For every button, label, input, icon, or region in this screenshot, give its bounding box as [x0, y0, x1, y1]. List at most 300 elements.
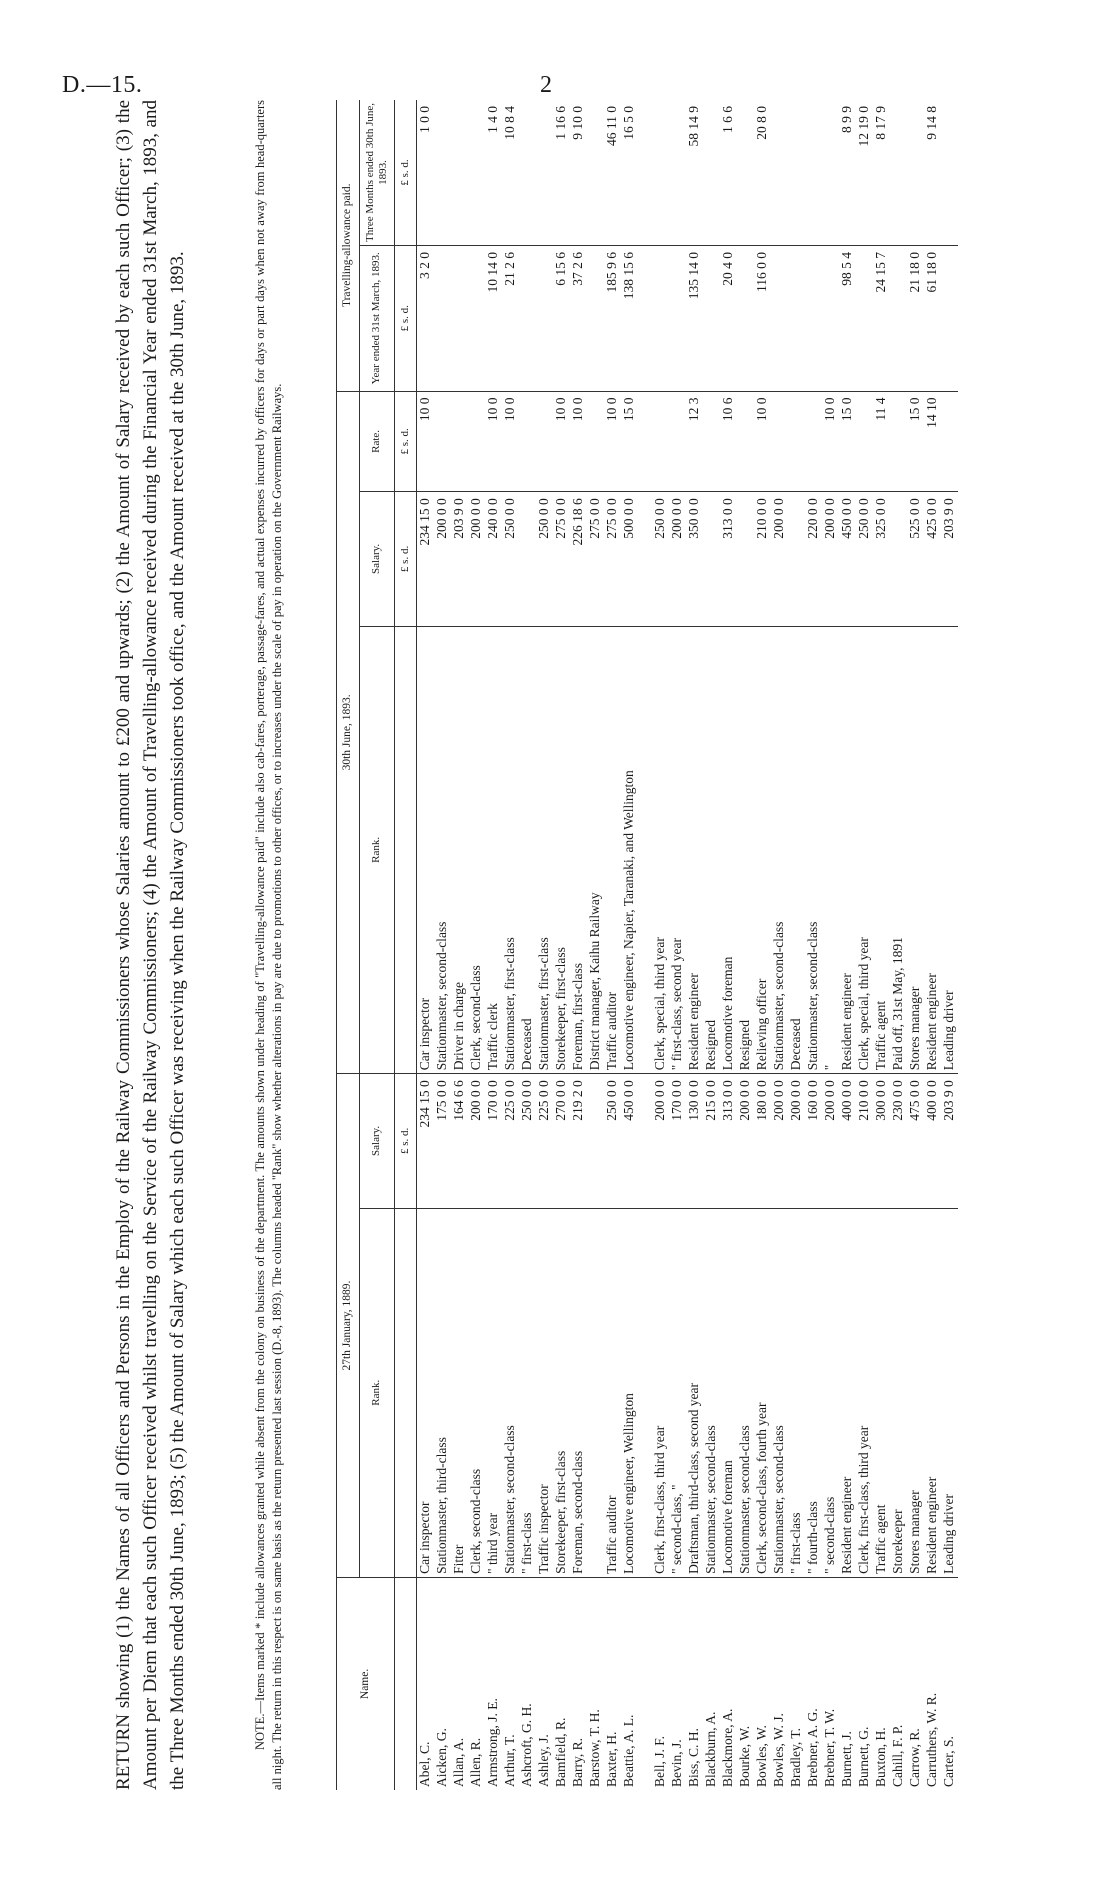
travel-three-months: 9 14 8 [924, 100, 941, 246]
officers-table [336, 100, 958, 1790]
rank-1893: Traffic auditor [604, 626, 621, 1074]
return-title: RETURN showing (1) the Names of all Officers and Persons in the Employ of the Railway Commissioners whose Salaries amount to £200 and upwards; (2) the Amount of Salary received by each such Officer; (3) the Amount per Diem that each such Officer received whilst travelling on the Service of the Railway Commissioners; (4) the Amount of Travelling-allowance received during the Financial Year ended 31st March, 1893, and the Three Months ended 30th June, 1893; (5) the Amount of Salary which each such Officer was receiving when the Railway Commissioners took office, and the Amount received at the 30th June, 1893. [113, 100, 188, 1790]
rate-per-diem: 12 3 [686, 391, 703, 492]
salary-1893: 210 0 0 [754, 492, 771, 626]
table-row [587, 100, 604, 1790]
col-salary-1889: Salary. [359, 1074, 394, 1208]
travel-year [468, 246, 485, 391]
travel-three-months: 10 8 4 [502, 100, 519, 246]
travel-year [587, 246, 604, 391]
travel-three-months [652, 100, 669, 246]
table-row [669, 100, 686, 1790]
rank-1889: Foreman, second-class [570, 1208, 587, 1577]
rank-1893: Traffic agent [873, 626, 890, 1074]
rate-per-diem: 15 0 [621, 391, 638, 492]
rank-1889: Traffic auditor [604, 1208, 621, 1577]
rank-1889: Resident engineer [924, 1208, 941, 1577]
salary-1889: 300 0 0 [873, 1074, 890, 1208]
salary-1889 [638, 1074, 652, 1208]
table-row [621, 100, 638, 1790]
officer-name: Arthur, T. [501, 1734, 517, 1787]
salary-1889: 215 0 0 [703, 1074, 720, 1208]
table-row [924, 100, 941, 1790]
col-group-1889: 27th January, 1889. [337, 1074, 360, 1578]
rank-1893: Resident engineer [686, 626, 703, 1074]
table-row [536, 100, 553, 1790]
officer-name: Biss, C. H. [685, 1728, 701, 1787]
salary-1889: 200 0 0 [788, 1074, 805, 1208]
rank-1889: Stationmaster, second-class [502, 1208, 519, 1577]
salary-1889: 200 0 0 [771, 1074, 788, 1208]
salary-1893: 250 0 0 [652, 492, 669, 626]
travel-three-months [434, 100, 451, 246]
rank-1889: " second-class, " [669, 1208, 686, 1577]
col-name-header: Name. [337, 1577, 395, 1790]
rank-1889: Traffic agent [873, 1208, 890, 1577]
rank-1889: Stores manager [907, 1208, 924, 1577]
rank-1893: Stationmaster, second-class [805, 626, 822, 1074]
rank-1893: " [822, 626, 839, 1074]
col-three-months: Three Months ended 30th June, 1893. [359, 100, 394, 246]
officer-name: Carter, S. [940, 1736, 956, 1787]
rank-1889: " first-class [788, 1208, 805, 1577]
rate-per-diem [587, 391, 604, 492]
officer-name: Blackmore, A. [719, 1708, 735, 1787]
col-year-ended: Year ended 31st March, 1893. [359, 246, 394, 391]
rank-1893: Deceased [788, 626, 805, 1074]
units-salary-1889: £ s. d. [394, 1074, 416, 1208]
table-row [468, 100, 485, 1790]
salary-1889: 210 0 0 [856, 1074, 873, 1208]
salary-1889: 130 0 0 [686, 1074, 703, 1208]
table-row [754, 100, 771, 1790]
salary-1889: 313 0 0 [720, 1074, 737, 1208]
travel-year: 6 15 6 [553, 246, 570, 391]
travel-three-months [669, 100, 686, 246]
travel-year: 135 14 0 [686, 246, 703, 391]
rank-1893: Paid off, 31st May, 1891 [890, 626, 907, 1074]
table-row [451, 100, 468, 1790]
rate-per-diem: 15 0 [907, 391, 924, 492]
rank-1893: Resident engineer [924, 626, 941, 1074]
travel-three-months [536, 100, 553, 246]
table-row [822, 100, 839, 1790]
travel-year [638, 246, 652, 391]
note-text: NOTE.—Items marked * include allowances granted while absent from the colony on business of the department. The amounts shown under heading of "Travelling-allowance paid" include also cab-fares, porterage, passage-fares, and actual expenses incurred by officers for days or part days when not away from head-quarters all night. The return in this respect is on same basis as the return presented last session (D.-8, 1893). The columns headed "Rank" show whether alterations in pay are due to promotions to other offices, or to increases under the scale of pay in operation on the Government Railways. [253, 100, 284, 1790]
rank-1889: Stationmaster, second-class [737, 1208, 754, 1577]
officer-name: Ashcroft, G. H. [518, 1703, 534, 1787]
officer-name: Brebner, T. W. [821, 1708, 837, 1787]
salary-1893: 275 0 0 [553, 492, 570, 626]
travel-three-months: 46 11 0 [604, 100, 621, 246]
officer-name: Bowles, W. J. [770, 1713, 786, 1787]
travel-year: 20 4 0 [720, 246, 737, 391]
travel-year [652, 246, 669, 391]
salary-1893: 250 0 0 [536, 492, 553, 626]
col-rate: Rate. [359, 391, 394, 492]
travel-year [451, 246, 468, 391]
salary-1893: 500 0 0 [621, 492, 638, 626]
travel-three-months: 16 5 0 [621, 100, 638, 246]
salary-1893: 220 0 0 [805, 492, 822, 626]
travel-year: 61 18 0 [924, 246, 941, 391]
travel-three-months: 1 16 6 [553, 100, 570, 246]
rank-1893: Locomotive engineer, Napier, Taranaki, and Wellington [621, 626, 638, 1074]
rate-per-diem: 10 6 [720, 391, 737, 492]
salary-1889: 200 0 0 [468, 1074, 485, 1208]
salary-1893: 275 0 0 [604, 492, 621, 626]
officer-name [638, 1577, 652, 1790]
table-row [416, 100, 434, 1790]
rank-1893: Clerk, special, third year [652, 626, 669, 1074]
travel-three-months [805, 100, 822, 246]
salary-1889: 219 2 0 [570, 1074, 587, 1208]
travel-three-months [703, 100, 720, 246]
officer-name: Abel, C. [416, 1741, 432, 1787]
rank-1893: Resigned [703, 626, 720, 1074]
travel-three-months: 8 9 9 [839, 100, 856, 246]
rank-1893: Storekeeper, first-class [553, 626, 570, 1074]
rate-per-diem: 10 0 [553, 391, 570, 492]
rate-per-diem [451, 391, 468, 492]
salary-1889: 450 0 0 [621, 1074, 638, 1208]
rank-1889: " fourth-class [805, 1208, 822, 1577]
rate-per-diem [703, 391, 720, 492]
rank-1893: Clerk, second-class [468, 626, 485, 1074]
travel-year: 24 15 7 [873, 246, 890, 391]
rate-per-diem [434, 391, 451, 492]
salary-1893: 240 0 0 [485, 492, 502, 626]
rank-1889: " second-class [822, 1208, 839, 1577]
travel-year [890, 246, 907, 391]
travel-three-months: 9 10 0 [570, 100, 587, 246]
rank-1889: Clerk, second-class, fourth year [754, 1208, 771, 1577]
rank-1893 [638, 626, 652, 1074]
travel-three-months: 20 8 0 [754, 100, 771, 246]
rank-1893: Stationmaster, first-class [536, 626, 553, 1074]
officer-name: Blackburn, A. [702, 1711, 718, 1787]
travel-year: 3 2 0 [416, 246, 434, 391]
salary-1893: 313 0 0 [720, 492, 737, 626]
officer-name: Armstrong, J. E. [484, 1698, 500, 1787]
officer-name: Bell, J. F. [651, 1735, 667, 1787]
travel-year [669, 246, 686, 391]
salary-1889: 475 0 0 [907, 1074, 924, 1208]
salary-1893 [703, 492, 720, 626]
travel-three-months [890, 100, 907, 246]
salary-1893 [890, 492, 907, 626]
travel-year: 21 2 6 [502, 246, 519, 391]
travel-three-months [587, 100, 604, 246]
units-year: £ s. d. [394, 246, 416, 391]
travel-year [856, 246, 873, 391]
rank-1893: Stores manager [907, 626, 924, 1074]
row-spacer [638, 100, 652, 1790]
table-row [941, 100, 958, 1790]
rank-1889 [638, 1208, 652, 1577]
officer-name: Bourke, W. [736, 1725, 752, 1787]
rank-1889: Leading driver [941, 1208, 958, 1577]
rate-per-diem [737, 391, 754, 492]
table-row [907, 100, 924, 1790]
table-row [771, 100, 788, 1790]
officer-name: Burnett, J. [838, 1731, 854, 1787]
officer-name: Bradley, T. [787, 1728, 803, 1787]
rank-1889 [587, 1208, 604, 1577]
units-rate: £ s. d. [394, 391, 416, 492]
rate-per-diem: 15 0 [839, 391, 856, 492]
officer-name: Carrow, R. [906, 1728, 922, 1787]
table-row [570, 100, 587, 1790]
salary-1889: 230 0 0 [890, 1074, 907, 1208]
rank-1889: Locomotive engineer, Wellington [621, 1208, 638, 1577]
rank-1889: " third year [485, 1208, 502, 1577]
rotated-return-sheet [110, 90, 1030, 1790]
salary-1893: 525 0 0 [907, 492, 924, 626]
rank-1893: Resigned [737, 626, 754, 1074]
table-row [873, 100, 890, 1790]
salary-1893: 200 0 0 [669, 492, 686, 626]
officer-name: Bowles, W. [753, 1725, 769, 1787]
rank-1893: Relieving officer [754, 626, 771, 1074]
salary-1889: 400 0 0 [839, 1074, 856, 1208]
travel-three-months [788, 100, 805, 246]
officer-name: Allen, R. [467, 1737, 483, 1787]
salary-1893: 250 0 0 [856, 492, 873, 626]
travel-three-months: 12 19 0 [856, 100, 873, 246]
table-row [703, 100, 720, 1790]
rank-1889: Stationmaster, third-class [434, 1208, 451, 1577]
rank-1893: Locomotive foreman [720, 626, 737, 1074]
travel-three-months: 58 14 9 [686, 100, 703, 246]
rate-per-diem: 10 0 [485, 391, 502, 492]
rank-1893: Stationmaster, second-class [771, 626, 788, 1074]
rate-per-diem: 14 10 [924, 391, 941, 492]
travel-year [822, 246, 839, 391]
travel-three-months [907, 100, 924, 246]
table-row [686, 100, 703, 1790]
salary-1893: 250 0 0 [502, 492, 519, 626]
travel-year [941, 246, 958, 391]
table-row [856, 100, 873, 1790]
rate-per-diem [536, 391, 553, 492]
salary-1893 [788, 492, 805, 626]
col-group-1893: 30th June, 1893. [337, 391, 360, 1074]
salary-1889: 225 0 0 [502, 1074, 519, 1208]
rank-1893: Deceased [519, 626, 536, 1074]
salary-1893: 200 0 0 [434, 492, 451, 626]
travel-three-months [451, 100, 468, 246]
rank-1893: Leading driver [941, 626, 958, 1074]
officer-name: Brebner, A. G. [804, 1708, 820, 1787]
rate-per-diem: 10 0 [754, 391, 771, 492]
salary-1893 [737, 492, 754, 626]
table-row [502, 100, 519, 1790]
rate-per-diem: 10 0 [502, 391, 519, 492]
travel-three-months [771, 100, 788, 246]
rate-per-diem [805, 391, 822, 492]
travel-three-months [638, 100, 652, 246]
col-rank-1893: Rank. [359, 626, 394, 1074]
salary-1889: 200 0 0 [652, 1074, 669, 1208]
officer-name: Buxton, H. [872, 1727, 888, 1787]
rank-1889: Stationmaster, second-class [771, 1208, 788, 1577]
rate-per-diem [788, 391, 805, 492]
travel-three-months [519, 100, 536, 246]
officer-name: Barstow, T. H. [586, 1709, 602, 1787]
units-three: £ s. d. [394, 100, 416, 246]
rank-1889: Resident engineer [839, 1208, 856, 1577]
travel-year [703, 246, 720, 391]
salary-1893: 275 0 0 [587, 492, 604, 626]
table-row [553, 100, 570, 1790]
note-paragraph [252, 100, 286, 1790]
rank-1893: District manager, Kaihu Railway [587, 626, 604, 1074]
rate-per-diem [941, 391, 958, 492]
rate-per-diem: 10 0 [570, 391, 587, 492]
col-rank-1889: Rank. [359, 1208, 394, 1577]
salary-1889: 170 0 0 [485, 1074, 502, 1208]
rank-1889: " first-class [519, 1208, 536, 1577]
rate-per-diem: 10 0 [822, 391, 839, 492]
officer-name: Bamfield, R. [552, 1717, 568, 1787]
table-row [519, 100, 536, 1790]
salary-1889: 234 15 0 [416, 1074, 434, 1208]
table-row [720, 100, 737, 1790]
travel-year: 116 0 0 [754, 246, 771, 391]
salary-1893 [638, 492, 652, 626]
rank-1893: Traffic clerk [485, 626, 502, 1074]
salary-1889: 170 0 0 [669, 1074, 686, 1208]
salary-1889: 400 0 0 [924, 1074, 941, 1208]
salary-1889 [587, 1074, 604, 1208]
rank-1893: Stationmaster, first-class [502, 626, 519, 1074]
travel-year [788, 246, 805, 391]
salary-1893: 425 0 0 [924, 492, 941, 626]
travel-three-months: 1 6 6 [720, 100, 737, 246]
col-group-travel: Travelling-allowance paid. [337, 100, 360, 391]
salary-1893: 234 15 0 [416, 492, 434, 626]
rank-1889: Stationmaster, second-class [703, 1208, 720, 1577]
salary-1889: 200 0 0 [822, 1074, 839, 1208]
travel-year: 21 18 0 [907, 246, 924, 391]
rank-1893: Stationmaster, second-class [434, 626, 451, 1074]
salary-1893: 200 0 0 [771, 492, 788, 626]
salary-1889: 250 0 0 [604, 1074, 621, 1208]
units-salary-1893: £ s. d. [394, 492, 416, 626]
salary-1893 [519, 492, 536, 626]
table-row [737, 100, 754, 1790]
rate-per-diem [519, 391, 536, 492]
rank-1889: Clerk, first-class, third year [652, 1208, 669, 1577]
travel-year [771, 246, 788, 391]
rank-1889: Storekeeper, first-class [553, 1208, 570, 1577]
travel-year: 138 15 6 [621, 246, 638, 391]
rate-per-diem: 10 0 [604, 391, 621, 492]
rank-1889: Draftsman, third-class, second year [686, 1208, 703, 1577]
salary-1889: 203 9 0 [941, 1074, 958, 1208]
rate-per-diem [856, 391, 873, 492]
table-row [839, 100, 856, 1790]
salary-1893: 350 0 0 [686, 492, 703, 626]
rate-per-diem [890, 391, 907, 492]
travel-year [519, 246, 536, 391]
page-number: 2 [540, 72, 552, 98]
salary-1889: 200 0 0 [737, 1074, 754, 1208]
rank-1889: Fitter [451, 1208, 468, 1577]
officer-name: Burnett, G. [855, 1726, 871, 1787]
salary-1889: 160 0 0 [805, 1074, 822, 1208]
travel-three-months: 1 0 0 [416, 100, 434, 246]
salary-1893: 200 0 0 [468, 492, 485, 626]
rate-per-diem: 11 4 [873, 391, 890, 492]
table-row [604, 100, 621, 1790]
officer-name: Bevin, J. [668, 1739, 684, 1787]
travel-three-months [737, 100, 754, 246]
salary-1889: 270 0 0 [553, 1074, 570, 1208]
salary-1893: 203 9 0 [451, 492, 468, 626]
salary-1893: 200 0 0 [822, 492, 839, 626]
salary-1889: 225 0 0 [536, 1074, 553, 1208]
officer-name: Baxter, H. [603, 1731, 619, 1787]
travel-year [737, 246, 754, 391]
rank-1889: Traffic inspector [536, 1208, 553, 1577]
table-row [652, 100, 669, 1790]
rank-1893: Driver in charge [451, 626, 468, 1074]
rank-1889: Car inspector [416, 1208, 434, 1577]
officer-name: Barry, R. [569, 1738, 585, 1787]
travel-year: 10 14 0 [485, 246, 502, 391]
salary-1889: 175 0 0 [434, 1074, 451, 1208]
salary-1893: 203 9 0 [941, 492, 958, 626]
travel-year: 185 9 6 [604, 246, 621, 391]
salary-1889: 180 0 0 [754, 1074, 771, 1208]
document-reference: D.—15. [62, 72, 143, 98]
travel-three-months [822, 100, 839, 246]
rank-1893: Foreman, first-class [570, 626, 587, 1074]
rate-per-diem [652, 391, 669, 492]
officers-table-body [416, 100, 958, 1790]
travel-three-months [468, 100, 485, 246]
travel-year: 98 5 4 [839, 246, 856, 391]
officer-name: Beattie, A. L. [620, 1714, 636, 1787]
officer-name: Carruthers, W. R. [923, 1692, 939, 1787]
table-row [890, 100, 907, 1790]
rank-1889: Clerk, first-class, third year [856, 1208, 873, 1577]
rank-1893: Car inspector [416, 626, 434, 1074]
travel-three-months: 1 4 0 [485, 100, 502, 246]
salary-1889: 250 0 0 [519, 1074, 536, 1208]
rank-1889: Locomotive foreman [720, 1208, 737, 1577]
rate-per-diem [669, 391, 686, 492]
officer-name: Ashley, J. [535, 1734, 551, 1787]
rate-per-diem [638, 391, 652, 492]
officer-name: Allan, A. [450, 1737, 466, 1787]
officer-name: Cahill, F. P. [889, 1724, 905, 1787]
travel-year [805, 246, 822, 391]
rank-1889: Clerk, second-class [468, 1208, 485, 1577]
table-row [434, 100, 451, 1790]
travel-three-months: 8 17 9 [873, 100, 890, 246]
rank-1889: Storekeeper [890, 1208, 907, 1577]
travel-three-months [941, 100, 958, 246]
travel-year: 37 2 6 [570, 246, 587, 391]
table-row [805, 100, 822, 1790]
table-row [788, 100, 805, 1790]
salary-1889: 164 6 6 [451, 1074, 468, 1208]
salary-1893: 226 18 6 [570, 492, 587, 626]
rank-1893: Clerk, special, third year [856, 626, 873, 1074]
